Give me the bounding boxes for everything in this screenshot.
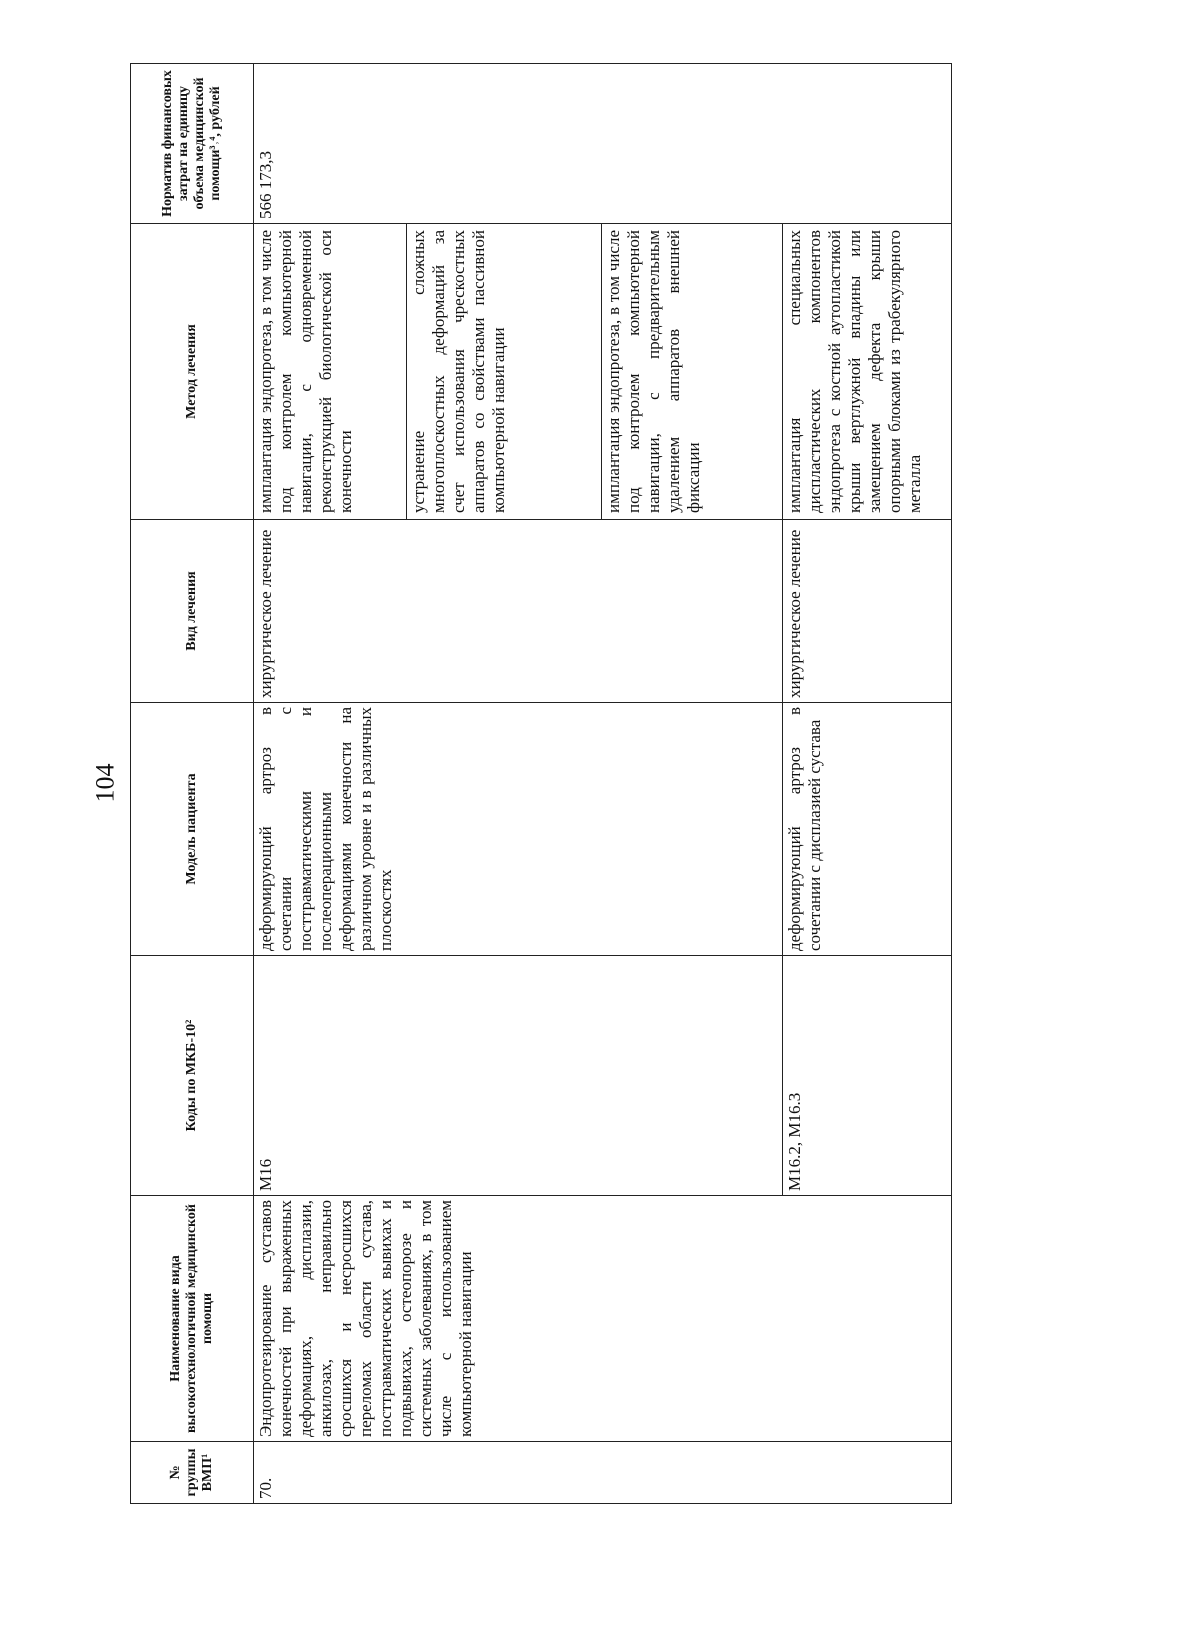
method-item: устранение сложных многоплоскостных деформаций за счет использования чрескостных аппаратов со свойствами пассивной компьютерной навигации bbox=[407, 224, 602, 519]
header-patient-model: Модель пациента bbox=[131, 703, 254, 956]
treatment-kind-cell: хирургическое лечение bbox=[782, 520, 951, 703]
header-icd-codes: Коды по МКБ-10² bbox=[131, 956, 254, 1196]
header-group-no: № группы ВМП¹ bbox=[131, 1442, 254, 1504]
header-treatment-method: Метод лечения bbox=[131, 224, 254, 520]
cost-norm-cell: 566 173,3 bbox=[254, 64, 952, 224]
icd-codes-cell: M16.2, M16.3 bbox=[782, 956, 951, 1196]
page-number: 104 bbox=[90, 763, 120, 803]
patient-model-cell: деформирующий артроз в сочетании с дисплазией сустава bbox=[782, 703, 951, 956]
group-number-cell: 70. bbox=[254, 1442, 952, 1504]
rotated-table-container bbox=[130, 64, 952, 1504]
method-item: имплантация эндопротеза, в том числе под контролем компьютерной навигации, с предварительным удалением аппаратов внешней фиксации bbox=[604, 230, 703, 513]
medical-care-table bbox=[130, 63, 952, 1504]
patient-model-cell: деформирующий артроз в сочетании с посттравматическими и послеоперационными деформациями конечности на различном уровне и в различных плоскостях bbox=[254, 703, 783, 956]
treatment-method-cell bbox=[782, 224, 951, 520]
icd-codes-cell: M16 bbox=[254, 956, 783, 1196]
table-row bbox=[254, 64, 783, 1504]
header-treatment-kind: Вид лечения bbox=[131, 520, 254, 703]
header-care-name: Наименование вида высокотехнологичной медицинской помощи bbox=[131, 1196, 254, 1442]
method-item: имплантация эндопротеза, в том числе под контролем компьютерной навигации, с одновременной реконструкцией биологической оси конечности bbox=[254, 224, 407, 519]
table-header-row bbox=[131, 64, 254, 1504]
header-cost-norm: Норматив финансовых затрат на единицу объема медицинской помощи³˒⁴, рублей bbox=[131, 64, 254, 224]
care-name-cell: Эндопротезирование суставов конечностей при выраженных деформациях, дисплазии, анкилозах, неправильно сросшихся и несросшихся переломах области сустава, посттравматических вывихах и подвывихах, остеопорозе и системных заболеваниях, в том числе с использованием компьютерной навигации bbox=[254, 1196, 952, 1442]
method-item: имплантация специальных диспластических компонентов эндопротеза с костной аутопластикой крыши вертлужной впадины или замещением дефекта крыши опорными блоками из трабекулярного металла bbox=[784, 230, 924, 513]
treatment-kind-cell: хирургическое лечение bbox=[254, 520, 783, 703]
treatment-method-cell bbox=[254, 224, 783, 520]
